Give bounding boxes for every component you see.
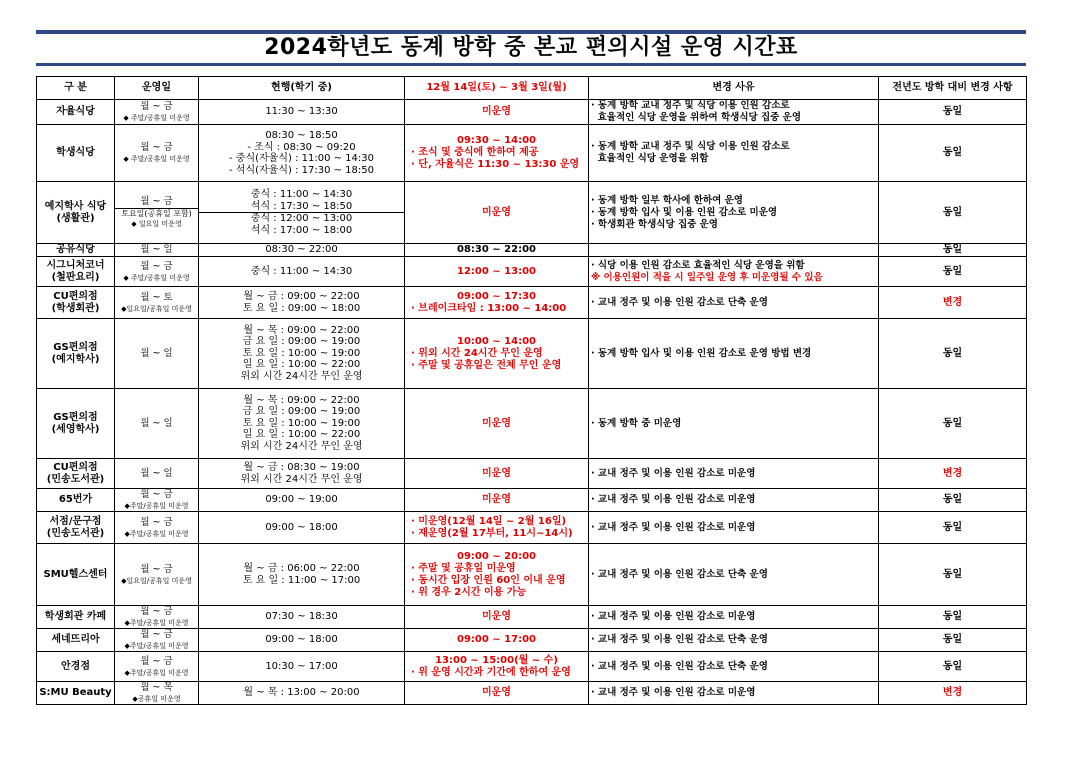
vacation-hours-line: · 브레이크타임 : 13:00 ~ 14:00 xyxy=(411,302,567,314)
operating-days-text: 월 ~ 일 xyxy=(140,467,173,479)
compare-status: 동일 xyxy=(879,389,1027,459)
operating-days xyxy=(115,125,199,182)
current-hours xyxy=(199,100,405,125)
current-hours-line: 월 ~ 목 : 09:00 ~ 22:00 xyxy=(243,324,360,336)
change-reason xyxy=(589,682,879,705)
vacation-hours xyxy=(405,489,589,512)
current-hours-line: - 석식(자율식) : 17:30 ~ 18:50 xyxy=(229,164,374,176)
vacation-hours-line: · 미운영(12월 14일 ~ 2월 16일) xyxy=(411,515,567,527)
vacation-hours-line: 09:30 ~ 14:00 xyxy=(456,135,536,146)
facility-name xyxy=(37,512,115,544)
operating-days xyxy=(115,319,199,389)
operating-days-text: 월 ~ 금 xyxy=(140,606,173,617)
vacation-hours xyxy=(405,544,589,606)
vacation-hours-line: 미운영 xyxy=(482,417,511,429)
vacation-hours xyxy=(405,257,589,287)
current-hours xyxy=(199,389,405,459)
change-reason-line: 효율적인 식당 운영을 위하여 학생식당 집중 운영 xyxy=(591,112,801,123)
current-hours-line: 09:00 ~ 19:00 xyxy=(265,494,338,506)
operating-days xyxy=(115,629,199,652)
current-hours-line: 금 요 일 : 09:00 ~ 19:00 xyxy=(242,406,361,418)
facility-name-text: 안경점 xyxy=(61,660,90,672)
header-current: 현행(학기 중) xyxy=(199,77,405,100)
operating-days xyxy=(115,606,199,629)
compare-status: 동일 xyxy=(879,125,1027,182)
operating-days-text: 월 ~ 목 xyxy=(140,682,173,693)
header-reason: 변경 사유 xyxy=(589,77,879,100)
facility-name-text: 예지학사 식당 (생활관) xyxy=(44,200,107,224)
vacation-hours-line: · 위 운영 시간과 기간에 한하여 운영 xyxy=(411,666,571,678)
change-reason xyxy=(589,459,879,489)
table-row xyxy=(37,257,1027,287)
current-hours xyxy=(199,257,405,287)
current-hours-line: 07:30 ~ 18:30 xyxy=(265,611,338,623)
current-hours-line: 토 요 일 : 10:00 ~ 19:00 xyxy=(242,417,361,429)
facility-name-text: 학생회관 카페 xyxy=(44,611,107,622)
facility-name-text: GS편의점 (예지학사) xyxy=(51,341,100,365)
vacation-hours-line: 09:00 ~ 17:00 xyxy=(456,634,536,645)
current-hours-line: 09:00 ~ 18:00 xyxy=(265,634,338,646)
operating-days xyxy=(115,287,199,319)
change-reason-line: · 동계 방학 교내 정주 및 식당 이용 인원 감소로 xyxy=(591,141,790,152)
current-hours-line: - 중식(자율식) : 11:00 ~ 14:30 xyxy=(229,153,374,164)
operating-days-note: ◆ 주말/공휴일 미운영 xyxy=(123,155,190,163)
operating-days xyxy=(115,244,199,257)
current-hours-line: 08:30 ~ 22:00 xyxy=(265,244,338,256)
current-hours-line: 월 ~ 목 : 13:00 ~ 20:00 xyxy=(243,687,360,699)
facility-name xyxy=(37,652,115,682)
current-hours xyxy=(199,319,405,389)
current-hours xyxy=(199,629,405,652)
change-reason-line: · 교내 정주 및 이용 인원 감소로 미운영 xyxy=(591,687,756,698)
current-hours xyxy=(199,182,405,244)
table-row xyxy=(37,512,1027,544)
operating-days-note: ◆ 일요일 미운영 xyxy=(131,220,182,228)
current-hours-line: 월 ~ 금 : 08:30 ~ 19:00 xyxy=(243,462,360,473)
vacation-hours xyxy=(405,287,589,319)
header-row xyxy=(37,77,1027,100)
compare-status: 동일 xyxy=(879,319,1027,389)
facility-name-text: 공유식당 xyxy=(56,244,95,255)
facility-name xyxy=(37,544,115,606)
facility-name xyxy=(37,182,115,244)
compare-status: 변경 xyxy=(879,287,1027,319)
vacation-hours xyxy=(405,125,589,182)
vacation-hours xyxy=(405,389,589,459)
change-reason-line: · 동계 방학 입사 및 이용 인원 감소로 미운영 xyxy=(591,206,778,218)
facility-name-text: 세네뜨리아 xyxy=(51,634,100,645)
change-reason-line: · 식당 이용 인원 감소로 효율적인 식당 운영을 위함 xyxy=(591,259,805,271)
vacation-hours-line: 미운영 xyxy=(482,467,511,479)
facility-name xyxy=(37,125,115,182)
compare-status: 동일 xyxy=(879,652,1027,682)
facility-name xyxy=(37,244,115,257)
vacation-hours xyxy=(405,606,589,629)
current-hours xyxy=(199,652,405,682)
current-hours xyxy=(199,512,405,544)
change-reason-line: · 동계 방학 입사 및 이용 인원 감소로 운영 방법 변경 xyxy=(591,347,812,359)
current-hours-line: 금 요 일 : 09:00 ~ 19:00 xyxy=(242,336,361,348)
current-hours xyxy=(199,606,405,629)
facility-name-text: CU편의점 (학생회관) xyxy=(51,290,100,314)
compare-status: 동일 xyxy=(879,100,1027,125)
vacation-hours-line: 미운영 xyxy=(482,206,511,218)
current-hours-line: 위외 시간 24시간 무인 운영 xyxy=(240,370,363,382)
current-hours-line: 월 ~ 금 : 09:00 ~ 22:00 xyxy=(243,291,360,302)
table-row xyxy=(37,182,1027,244)
current-hours-line: 중식 : 12:00 ~ 13:00 xyxy=(250,213,353,224)
compare-status: 동일 xyxy=(879,182,1027,244)
compare-status: 동일 xyxy=(879,489,1027,512)
current-hours-line: 토 요 일 : 10:00 ~ 19:00 xyxy=(242,347,361,359)
change-reason xyxy=(589,100,879,125)
table-row xyxy=(37,459,1027,489)
vacation-hours-line: 미운영 xyxy=(482,687,511,698)
compare-status: 동일 xyxy=(879,512,1027,544)
current-hours xyxy=(199,544,405,606)
facility-name xyxy=(37,459,115,489)
table-row xyxy=(37,389,1027,459)
current-hours-line: 월 ~ 금 : 06:00 ~ 22:00 xyxy=(243,563,360,574)
vacation-hours xyxy=(405,319,589,389)
vacation-hours-line: · 위 경우 2시간 이용 가능 xyxy=(411,586,527,598)
operating-days-note: ◆일요일/공휴일 미운영 xyxy=(121,304,192,313)
operating-days-text: 월 ~ 일 xyxy=(140,347,173,359)
change-reason xyxy=(589,287,879,319)
table-row xyxy=(37,682,1027,705)
facility-name xyxy=(37,389,115,459)
change-reason xyxy=(589,125,879,182)
current-hours-sub xyxy=(199,212,404,236)
change-reason-line: · 교내 정주 및 이용 인원 감소로 단축 운영 xyxy=(591,296,768,308)
change-reason xyxy=(589,512,879,544)
facility-name-text: 시그니처코너 (철판요리) xyxy=(46,259,105,283)
header-vacation: 12월 14일(토) ~ 3월 3일(월) xyxy=(405,77,589,100)
operating-days-note: ◆주말/공휴일 미운영 xyxy=(124,642,189,650)
facility-name-text: GS편의점 (세영학사) xyxy=(51,411,100,435)
vacation-hours-line: · 동시간 입장 인원 60인 이내 운영 xyxy=(411,574,566,586)
operating-days xyxy=(115,459,199,489)
operating-days-text: 월 ~ 일 xyxy=(140,417,173,429)
operating-days xyxy=(115,682,199,705)
vacation-hours-line: 미운영 xyxy=(482,611,511,622)
facility-name-text: 서점/문구점 (민송도서관) xyxy=(46,515,105,539)
vacation-hours xyxy=(405,682,589,705)
change-reason-line: · 학생회관 학생식당 집중 운영 xyxy=(591,218,718,230)
compare-status: 변경 xyxy=(879,682,1027,705)
operating-days-text: 월 ~ 금 xyxy=(140,196,173,207)
operating-days-text: 월 ~ 금 xyxy=(140,101,173,112)
vacation-hours-line: · 위외 시간 24시간 무인 운영 xyxy=(411,347,543,359)
header-category: 구 분 xyxy=(37,77,115,100)
current-hours-line: 위외 시간 24시간 무인 운영 xyxy=(240,440,363,452)
compare-status: 동일 xyxy=(879,544,1027,606)
vacation-hours-line: · 조식 및 중식에 한하여 제공 xyxy=(411,147,539,158)
vacation-hours-line: 09:00 ~ 20:00 xyxy=(456,550,536,562)
operating-days-text: 월 ~ 금 xyxy=(140,516,173,528)
facility-name-text: 자율식당 xyxy=(56,106,95,117)
vacation-hours xyxy=(405,512,589,544)
operating-days xyxy=(115,489,199,512)
current-hours xyxy=(199,489,405,512)
table-row xyxy=(37,489,1027,512)
operating-days-note: ◆주말/공휴일 미운영 xyxy=(124,619,189,627)
vacation-hours-line: · 단, 자율식은 11:30 ~ 13:30 운영 xyxy=(411,159,580,170)
vacation-hours xyxy=(405,652,589,682)
change-reason-line: · 교내 정주 및 이용 인원 감소로 미운영 xyxy=(591,467,756,479)
change-reason-line: · 교내 정주 및 이용 인원 감소로 미운영 xyxy=(591,494,756,505)
change-reason-line: · 동계 방학 중 미운영 xyxy=(591,417,682,429)
operating-days-note: ◆공휴일 미운영 xyxy=(132,695,181,703)
change-reason-line: 효율적인 식당 운영을 위함 xyxy=(591,153,709,164)
operating-days-note: ◆ 주말/공휴일 미운영 xyxy=(123,114,190,122)
table-row xyxy=(37,606,1027,629)
current-hours-line: - 조식 : 08:30 ~ 09:20 xyxy=(247,141,356,153)
facility-name-text: 학생식당 xyxy=(56,147,95,158)
current-hours-line: 08:30 ~ 18:50 xyxy=(265,130,338,141)
current-hours xyxy=(199,125,405,182)
operating-days-note: ◆주말/공휴일 미운영 xyxy=(124,502,189,510)
table-row xyxy=(37,319,1027,389)
current-hours-line: 석식 : 17:00 ~ 18:00 xyxy=(250,224,353,236)
change-reason xyxy=(589,606,879,629)
change-reason xyxy=(589,182,879,244)
current-hours-line: 일 요 일 : 10:00 ~ 22:00 xyxy=(242,429,361,441)
current-hours-line: 토 요 일 : 09:00 ~ 18:00 xyxy=(242,302,361,314)
vacation-hours xyxy=(405,244,589,257)
current-hours-line: 중식 : 11:00 ~ 14:30 xyxy=(250,265,353,277)
compare-status: 동일 xyxy=(879,244,1027,257)
vacation-hours-line: 13:00 ~ 15:00(월 ~ 수) xyxy=(435,654,558,666)
vacation-hours xyxy=(405,100,589,125)
facility-name-text: SMU헬스센터 xyxy=(43,568,108,580)
current-hours xyxy=(199,682,405,705)
vacation-hours-line: · 주말 및 공휴일 미운영 xyxy=(411,562,516,574)
page-title: 2024학년도 동계 방학 중 본교 편의시설 운영 시간표 xyxy=(264,35,798,60)
facility-name xyxy=(37,682,115,705)
header-days: 운영일 xyxy=(115,77,199,100)
operating-days-text: 월 ~ 금 xyxy=(140,260,173,272)
vacation-hours-line: 12:00 ~ 13:00 xyxy=(456,265,536,277)
title-bottom-rule xyxy=(36,63,1026,66)
current-hours-line: 일 요 일 : 10:00 ~ 22:00 xyxy=(242,359,361,371)
change-reason xyxy=(589,489,879,512)
change-reason xyxy=(589,257,879,287)
change-reason-line: · 교내 정주 및 이용 인원 감소로 미운영 xyxy=(591,521,756,533)
operating-days-text: 월 ~ 금 xyxy=(140,629,173,640)
operating-days-text: 월 ~ 금 xyxy=(140,489,173,500)
vacation-hours-line: 미운영 xyxy=(482,494,511,505)
change-reason xyxy=(589,652,879,682)
operating-days xyxy=(115,652,199,682)
facility-name xyxy=(37,489,115,512)
table-row xyxy=(37,544,1027,606)
table-row xyxy=(37,629,1027,652)
table-row xyxy=(37,652,1027,682)
facility-name xyxy=(37,606,115,629)
table-row xyxy=(37,100,1027,125)
compare-status: 동일 xyxy=(879,257,1027,287)
change-reason xyxy=(589,544,879,606)
operating-days-note: ◆일요일/공휴일 미운영 xyxy=(121,576,192,585)
change-reason-line: · 교내 정주 및 이용 인원 감소로 단축 운영 xyxy=(591,634,768,645)
vacation-hours xyxy=(405,182,589,244)
change-reason xyxy=(589,244,879,257)
change-reason-line: · 교내 정주 및 이용 인원 감소로 단축 운영 xyxy=(591,660,768,672)
change-reason xyxy=(589,629,879,652)
change-reason-line: ※ 이용인원이 적을 시 일주일 운영 후 미운영될 수 있음 xyxy=(591,271,823,283)
change-reason xyxy=(589,389,879,459)
current-hours-line: 10:30 ~ 17:00 xyxy=(265,660,338,672)
operating-days-text: 월 ~ 일 xyxy=(140,244,173,255)
change-reason-line: · 교내 정주 및 이용 인원 감소로 미운영 xyxy=(591,611,756,622)
operating-days-text: 월 ~ 금 xyxy=(140,142,173,153)
operating-days-note: ◆주말/공휴일 미운영 xyxy=(124,529,189,538)
operating-days-note: ◆주말/공휴일 미운영 xyxy=(124,668,189,677)
operating-days-note: ◆ 주말/공휴일 미운영 xyxy=(123,273,190,282)
operating-days xyxy=(115,100,199,125)
header-compare: 전년도 방학 대비 변경 사항 xyxy=(879,77,1027,100)
change-reason xyxy=(589,319,879,389)
facility-name xyxy=(37,100,115,125)
operating-days-sub xyxy=(115,208,198,229)
vacation-hours-line: · 재운영(2월 17부터, 11시~14시) xyxy=(411,527,573,539)
compare-status: 동일 xyxy=(879,629,1027,652)
current-hours-line: 월 ~ 목 : 09:00 ~ 22:00 xyxy=(243,394,360,406)
schedule-table xyxy=(36,76,1027,705)
vacation-hours-line: · 주말 및 공휴일은 전체 무인 운영 xyxy=(411,359,562,371)
current-hours xyxy=(199,244,405,257)
current-hours-line: 위외 시간 24시간 무인 운영 xyxy=(240,473,363,485)
facility-name-text: CU편의점 (민송도서관) xyxy=(46,461,105,485)
facility-name xyxy=(37,629,115,652)
compare-status: 동일 xyxy=(879,606,1027,629)
facility-name-text: S:MU Beauty xyxy=(39,687,112,698)
vacation-hours-line: 09:00 ~ 17:30 xyxy=(456,290,536,302)
vacation-hours-line: 10:00 ~ 14:00 xyxy=(456,335,536,347)
compare-status: 변경 xyxy=(879,459,1027,489)
facility-name xyxy=(37,287,115,319)
operating-days xyxy=(115,182,199,244)
operating-days-text: 월 ~ 토 xyxy=(140,291,173,303)
vacation-hours-line: 08:30 ~ 22:00 xyxy=(456,244,536,255)
current-hours-line: 석식 : 17:30 ~ 18:50 xyxy=(250,200,353,212)
current-hours-line: 중식 : 11:00 ~ 14:30 xyxy=(250,189,353,200)
facility-name-text: 65번가 xyxy=(58,494,93,505)
operating-days-text: 토요일(공휴일 포함) xyxy=(121,209,192,218)
current-hours-line: 09:00 ~ 18:00 xyxy=(265,521,338,533)
table-row xyxy=(37,244,1027,257)
facility-name xyxy=(37,319,115,389)
current-hours xyxy=(199,459,405,489)
current-hours xyxy=(199,287,405,319)
operating-days xyxy=(115,389,199,459)
table-row xyxy=(37,125,1027,182)
facility-name xyxy=(37,257,115,287)
change-reason-line: · 교내 정주 및 이용 인원 감소로 단축 운영 xyxy=(591,568,768,580)
table-row xyxy=(37,287,1027,319)
operating-days-text: 월 ~ 금 xyxy=(140,655,173,667)
operating-days xyxy=(115,512,199,544)
operating-days xyxy=(115,257,199,287)
change-reason-line: · 동계 방학 일부 학사에 한하여 운영 xyxy=(591,194,743,206)
current-hours-line: 토 요 일 : 11:00 ~ 17:00 xyxy=(242,574,361,586)
operating-days-text: 월 ~ 금 xyxy=(140,563,173,575)
current-hours-line: 11:30 ~ 13:30 xyxy=(265,106,338,118)
vacation-hours xyxy=(405,459,589,489)
operating-days xyxy=(115,544,199,606)
vacation-hours xyxy=(405,629,589,652)
change-reason-line: · 동계 방학 교내 정주 및 식당 이용 인원 감소로 xyxy=(591,100,790,111)
vacation-hours-line: 미운영 xyxy=(482,106,511,117)
